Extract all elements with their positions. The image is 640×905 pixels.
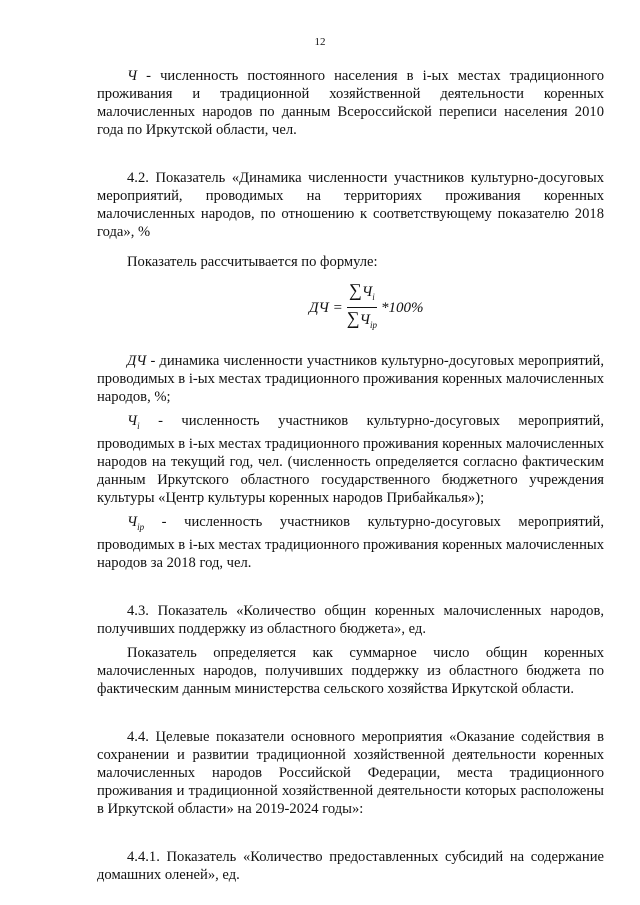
formula-tail: *100% <box>380 299 424 316</box>
definition-chi: $Ч_i$ - численность участников культурно-досуговых мероприятий, проводимых в i-ых местах традиционного проживания коренных малочисленных народов на текущий год, чел. (численность определяется согласно фактическим данным Иркутского областного государственного бюджетного учреждения культуры «Центр культуры коренных народов Прибайкалья»); <box>97 413 604 506</box>
formula-lhs: ДЧ = <box>309 299 343 316</box>
section-4-4-title: 4.4. Целевые показатели основного мероприятия «Оказание содействия в сохранении и развитии традиционной хозяйственной деятельности коренных малочисленных народов Российской Федерации, места традиционного проживания и традиционной хозяйственной деятельности которых расположены в Иркутской области» на 2019-2024 годы»: <box>97 728 604 817</box>
sum-sign: ∑ <box>346 308 360 328</box>
formula-intro: Показатель рассчитывается по формуле: <box>127 254 378 270</box>
formula-fraction <box>345 281 379 334</box>
document-body <box>97 67 604 884</box>
symbol-ch: Ч <box>127 68 138 84</box>
section-4-2-title: 4.2. Показатель «Динамика численности участников культурно-досуговых мероприятий, проводимых на территориях проживания коренных малочисленных народов, по отношению к соответствующему показателю 2018 года», % <box>97 170 604 240</box>
definition-dch: ДЧ - динамика численности участников культурно-досуговых мероприятий, проводимых в i-ых местах традиционного проживания коренных малочисленных народов, %; <box>97 353 604 405</box>
sum-sign: ∑ <box>349 280 362 300</box>
section-4-4-1-title: 4.4.1. Показатель «Количество предоставленных субсидий на содержание домашних оленей», ед. <box>97 848 604 883</box>
definition-ch-text: - численность постоянного населения в i-ых местах традиционного проживания и традиционной хозяйственной деятельности коренных малочисленных народов по данным Всероссийской переписи населения 2010 года по Иркутской области, чел. <box>97 68 604 138</box>
section-4-3-title: 4.3. Показатель «Количество общин коренных малочисленных народов, получивших поддержку из областного бюджета», ед. <box>97 602 604 637</box>
formula-dch <box>309 281 604 334</box>
section-4-3-body: Показатель определяется как суммарное число общин коренных малочисленных народов, получивших поддержку из областного бюджета по фактическим данным министерства сельского хозяйства Иркутской области. <box>97 644 604 697</box>
definition-ch <box>97 67 604 139</box>
page-number: 12 <box>314 36 326 48</box>
formula-denominator: $\sum Ч_{ip}$ <box>346 308 377 330</box>
definition-chip: $Ч_{ip}$ - численность участников культурно-досуговых мероприятий, проводимых в i-ых местах традиционного проживания коренных малочисленных народов за 2018 год, чел. <box>97 513 604 571</box>
formula-numerator: $\sum Ч_i$ <box>347 281 377 308</box>
